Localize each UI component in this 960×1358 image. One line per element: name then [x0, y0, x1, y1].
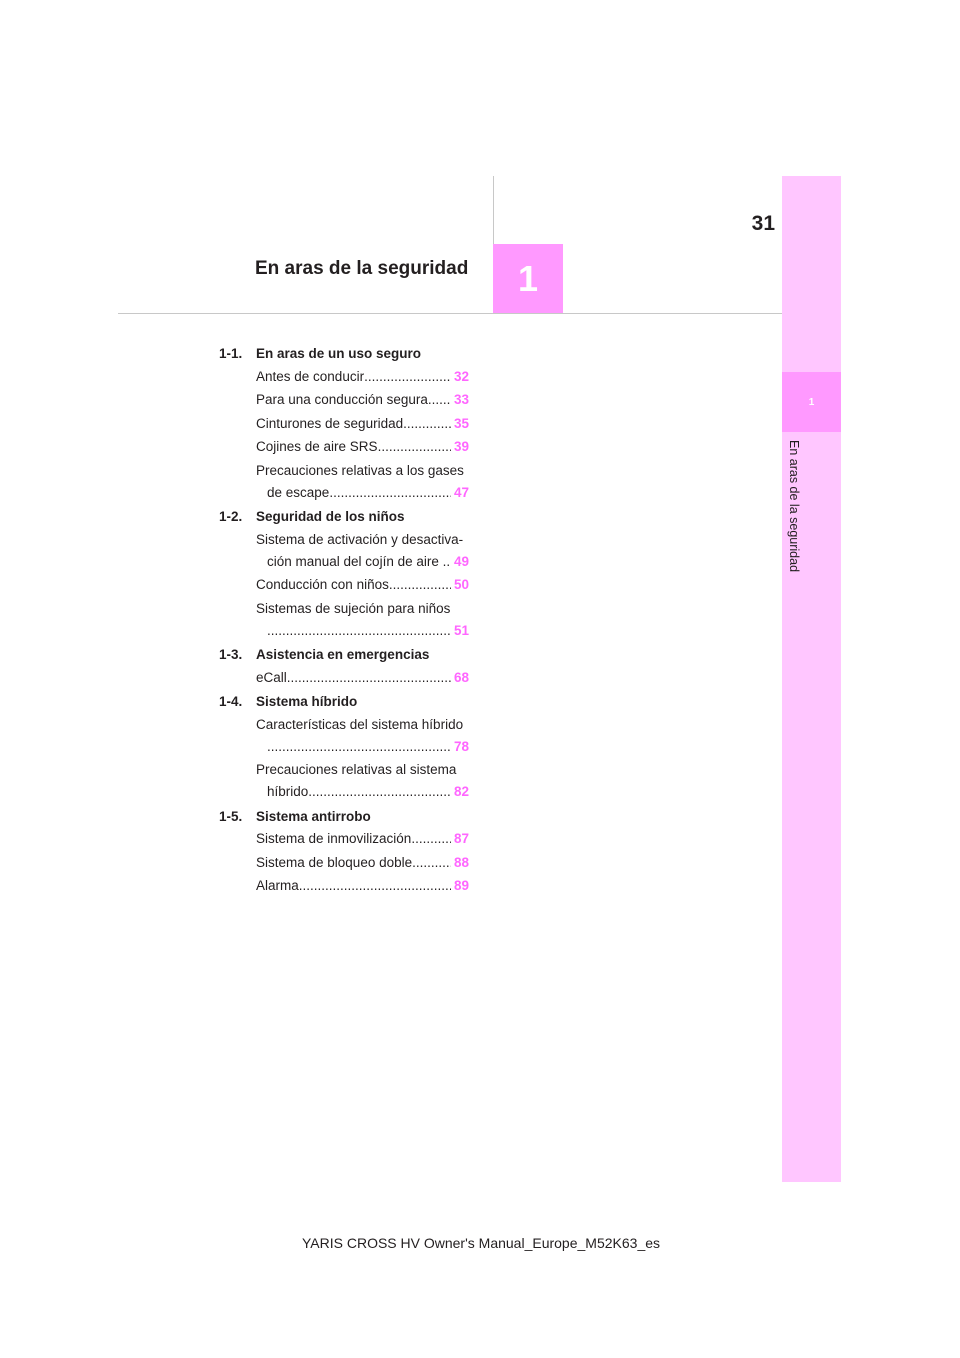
dot-leader	[412, 852, 451, 874]
header-divider-vertical	[493, 176, 494, 244]
section-number: 1-1.	[219, 346, 243, 361]
dot-leader	[267, 620, 451, 642]
side-tab-label-wrap	[782, 440, 806, 640]
toc-entry[interactable]	[219, 574, 469, 598]
toc-entry-text: Cojines de aire SRS	[256, 439, 378, 454]
toc-entry-text: Sistema de inmovilización	[256, 831, 412, 846]
toc-entry-line	[256, 875, 469, 897]
toc-entry[interactable]	[219, 529, 469, 575]
dot-leader	[364, 366, 451, 388]
toc-entry-text: Alarma	[256, 878, 299, 893]
toc-entry-line	[256, 366, 469, 388]
toc-entry-text: Sistema de bloqueo doble	[256, 854, 413, 870]
dot-leader	[308, 781, 451, 803]
toc-entry-text: Sistema de activación y desactiva-	[256, 531, 464, 547]
toc-entry[interactable]	[219, 852, 469, 876]
toc-entry-line	[256, 620, 469, 642]
toc-section-heading	[219, 643, 469, 667]
side-tab-chapter-number[interactable]: 1	[782, 372, 841, 432]
dot-leader	[411, 828, 451, 850]
toc-entry-text: Cinturones de seguridad	[256, 415, 404, 431]
page-link[interactable]: 89	[453, 878, 469, 893]
table-of-contents	[219, 342, 469, 899]
toc-entry-line	[256, 460, 469, 482]
toc-entry[interactable]	[219, 714, 469, 760]
toc-section-heading	[219, 690, 469, 714]
toc-entry-text: Para una conducción segura	[256, 392, 428, 407]
toc-entry-text: híbrido	[267, 784, 309, 799]
toc-entry-text: Conducción con niños	[256, 577, 389, 592]
toc-entry-line	[256, 551, 469, 573]
section-number: 1-4.	[219, 694, 243, 709]
page-link[interactable]: 39	[453, 439, 469, 454]
toc-entry[interactable]	[219, 828, 469, 852]
section-title: En aras de un uso seguro	[256, 346, 422, 361]
dot-leader	[299, 875, 451, 897]
section-title: Seguridad de los niños	[256, 509, 405, 524]
page-link[interactable]: 32	[453, 368, 469, 384]
page-number: 31	[751, 212, 775, 235]
toc-entry[interactable]	[219, 413, 469, 437]
section-number: 1-3.	[219, 647, 243, 662]
page-link[interactable]: 47	[453, 484, 469, 500]
toc-section-heading	[219, 342, 469, 366]
page-link[interactable]: 50	[453, 577, 469, 592]
toc-section-heading	[219, 505, 469, 529]
toc-entry-line	[256, 852, 469, 874]
page-link[interactable]: 78	[453, 738, 469, 754]
toc-entry-line	[256, 482, 469, 504]
toc-section-heading	[219, 805, 469, 829]
toc-entry-line	[256, 667, 469, 689]
toc-entry[interactable]	[219, 436, 469, 460]
page-link[interactable]: 68	[453, 669, 469, 685]
toc-entry-line	[256, 413, 469, 435]
page-link[interactable]: 35	[453, 415, 469, 431]
dot-leader	[287, 667, 451, 689]
footer-manual-id: YARIS CROSS HV Owner's Manual_Europe_M52K63_es	[301, 1235, 661, 1251]
toc-entry-text: Antes de conducir	[256, 368, 365, 384]
toc-entry-line	[256, 389, 469, 411]
section-number: 1-2.	[219, 509, 243, 524]
toc-entry[interactable]	[219, 366, 469, 390]
section-number: 1-5.	[219, 808, 243, 824]
toc-entry[interactable]	[219, 598, 469, 644]
section-title: Sistema antirrobo	[256, 808, 371, 824]
section-title: Asistencia en emergencias	[256, 647, 430, 662]
page-link[interactable]: 87	[453, 831, 469, 846]
side-thumb-tab	[782, 176, 841, 1182]
dot-leader	[403, 413, 451, 435]
toc-entry[interactable]	[219, 875, 469, 899]
toc-entry-line	[256, 574, 469, 596]
side-tab-label: En aras de la seguridad	[787, 440, 801, 573]
page-link[interactable]: 51	[453, 622, 469, 638]
page-link[interactable]: 33	[453, 392, 469, 407]
toc-entry-line	[256, 436, 469, 458]
toc-entry-text: eCall	[256, 669, 287, 685]
dot-leader	[329, 482, 451, 504]
toc-entry-line	[256, 714, 469, 736]
toc-entry-line	[256, 598, 469, 620]
toc-entry-text: Sistemas de sujeción para niños	[256, 600, 451, 616]
page-link[interactable]: 88	[453, 854, 469, 870]
page-link[interactable]: 82	[453, 784, 469, 799]
toc-entry-text: Precauciones relativas a los gases	[256, 462, 464, 478]
toc-entry-line	[256, 529, 469, 551]
dot-leader	[428, 389, 451, 411]
toc-entry-line	[256, 828, 469, 850]
toc-entry-text: de escape	[267, 484, 330, 500]
toc-entry-text: Precauciones relativas al sistema	[256, 762, 457, 777]
dot-leader	[267, 736, 451, 758]
chapter-number-box: 1	[493, 244, 563, 313]
toc-entry[interactable]	[219, 460, 469, 506]
page-link[interactable]: 49	[453, 553, 469, 569]
toc-entry[interactable]	[219, 759, 469, 805]
chapter-title: En aras de la seguridad	[255, 258, 469, 279]
dot-leader	[389, 574, 451, 596]
header-rule	[118, 313, 782, 314]
toc-entry[interactable]	[219, 389, 469, 413]
toc-entry-text: Características del sistema híbrido	[256, 716, 464, 732]
toc-entry-text: ción manual del cojín de aire .	[267, 553, 447, 569]
toc-entry-line	[256, 781, 469, 803]
toc-entry[interactable]	[219, 667, 469, 691]
section-title: Sistema híbrido	[256, 694, 358, 709]
dot-leader	[378, 436, 451, 458]
toc-entry-line	[256, 759, 469, 781]
toc-entry-line	[256, 736, 469, 758]
